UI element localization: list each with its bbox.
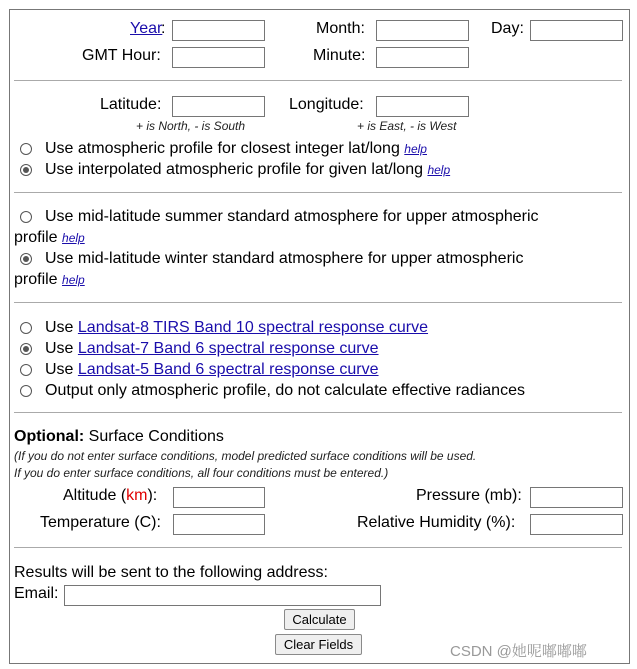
profile-closest-radio[interactable] (20, 143, 32, 155)
day-input[interactable] (530, 20, 623, 41)
sensor-l8-radio[interactable] (20, 322, 32, 334)
month-input[interactable] (376, 20, 469, 41)
divider (14, 192, 622, 193)
output-profile-only-label: Output only atmospheric profile, do not calculate effective radiances (45, 382, 525, 399)
surface-heading: Optional: Surface Conditions (14, 428, 224, 445)
divider (14, 302, 622, 303)
latitude-input[interactable] (172, 96, 265, 117)
output-profile-only-radio[interactable] (20, 385, 32, 397)
sensor-l7-radio[interactable] (20, 343, 32, 355)
sensor-l7-label: Use Landsat-7 Band 6 spectral response curve (45, 340, 379, 357)
divider (14, 412, 622, 413)
profile-interpolated-radio[interactable] (20, 164, 32, 176)
latitude-hint: + is North, - is South (136, 119, 246, 133)
minute-input[interactable] (376, 47, 469, 68)
atm-winter-label: Use mid-latitude winter standard atmosphere for upper atmospheric (45, 250, 524, 267)
altitude-unit: km (126, 487, 148, 504)
month-label: Month: (316, 20, 365, 37)
temperature-input[interactable] (173, 514, 265, 535)
landsat5-link[interactable]: Landsat-5 Band 6 spectral response curve (77, 361, 379, 378)
longitude-input[interactable] (376, 96, 469, 117)
day-label: Day: (491, 20, 524, 37)
email-label: Email: (14, 585, 59, 602)
atm-winter-label-cont: profile help (14, 271, 85, 288)
temperature-label: Temperature (C): (40, 514, 161, 531)
atm-summer-label: Use mid-latitude summer standard atmosphere for upper atmospheric (45, 208, 539, 225)
clear-fields-button[interactable]: Clear Fields (275, 634, 362, 655)
pressure-label: Pressure (mb): (416, 487, 522, 504)
help-link[interactable]: help (427, 163, 451, 177)
surface-note-2: If you do enter surface conditions, all four conditions must be entered.) (14, 466, 389, 480)
divider (14, 80, 622, 81)
gmt-hour-input[interactable] (172, 47, 265, 68)
altitude-label: Altitude (km): (63, 487, 158, 504)
help-link[interactable]: help (62, 231, 85, 245)
calculate-button[interactable]: Calculate (284, 609, 355, 630)
atm-summer-label-cont: profile help (14, 229, 85, 246)
gmt-hour-label: GMT Hour: (82, 47, 161, 64)
atm-summer-radio[interactable] (20, 211, 32, 223)
landsat7-link[interactable]: Landsat-7 Band 6 spectral response curve (77, 340, 379, 357)
sensor-l5-label: Use Landsat-5 Band 6 spectral response curve (45, 361, 379, 378)
pressure-input[interactable] (530, 487, 623, 508)
humidity-label: Relative Humidity (%): (357, 514, 516, 531)
latitude-label: Latitude: (100, 96, 162, 113)
surface-note-1: (If you do not enter surface conditions, model predicted surface conditions will be used. (14, 449, 477, 463)
longitude-label: Longitude: (289, 96, 364, 113)
year-input[interactable] (172, 20, 265, 41)
help-link[interactable]: help (404, 142, 427, 156)
humidity-input[interactable] (530, 514, 623, 535)
profile-interpolated-label: Use interpolated atmospheric profile for given lat/long help (45, 161, 451, 178)
watermark: CSDN @她呢嘟嘟嘟 (450, 643, 587, 660)
divider (14, 547, 622, 548)
landsat8-link[interactable]: Landsat-8 TIRS Band 10 spectral response curve (77, 319, 429, 336)
help-link[interactable]: help (62, 273, 85, 287)
results-intro: Results will be sent to the following address: (14, 564, 328, 581)
minute-label: Minute: (313, 47, 366, 64)
profile-closest-label: Use atmospheric profile for closest integer lat/long help (45, 140, 427, 157)
atm-winter-radio[interactable] (20, 253, 32, 265)
sensor-l5-radio[interactable] (20, 364, 32, 376)
altitude-input[interactable] (173, 487, 265, 508)
sensor-l8-label: Use Landsat-8 TIRS Band 10 spectral response curve (45, 319, 429, 336)
longitude-hint: + is East, - is West (357, 119, 457, 133)
year-colon: : (161, 20, 166, 37)
email-input[interactable] (64, 585, 381, 606)
year-link[interactable]: Year (130, 20, 163, 37)
